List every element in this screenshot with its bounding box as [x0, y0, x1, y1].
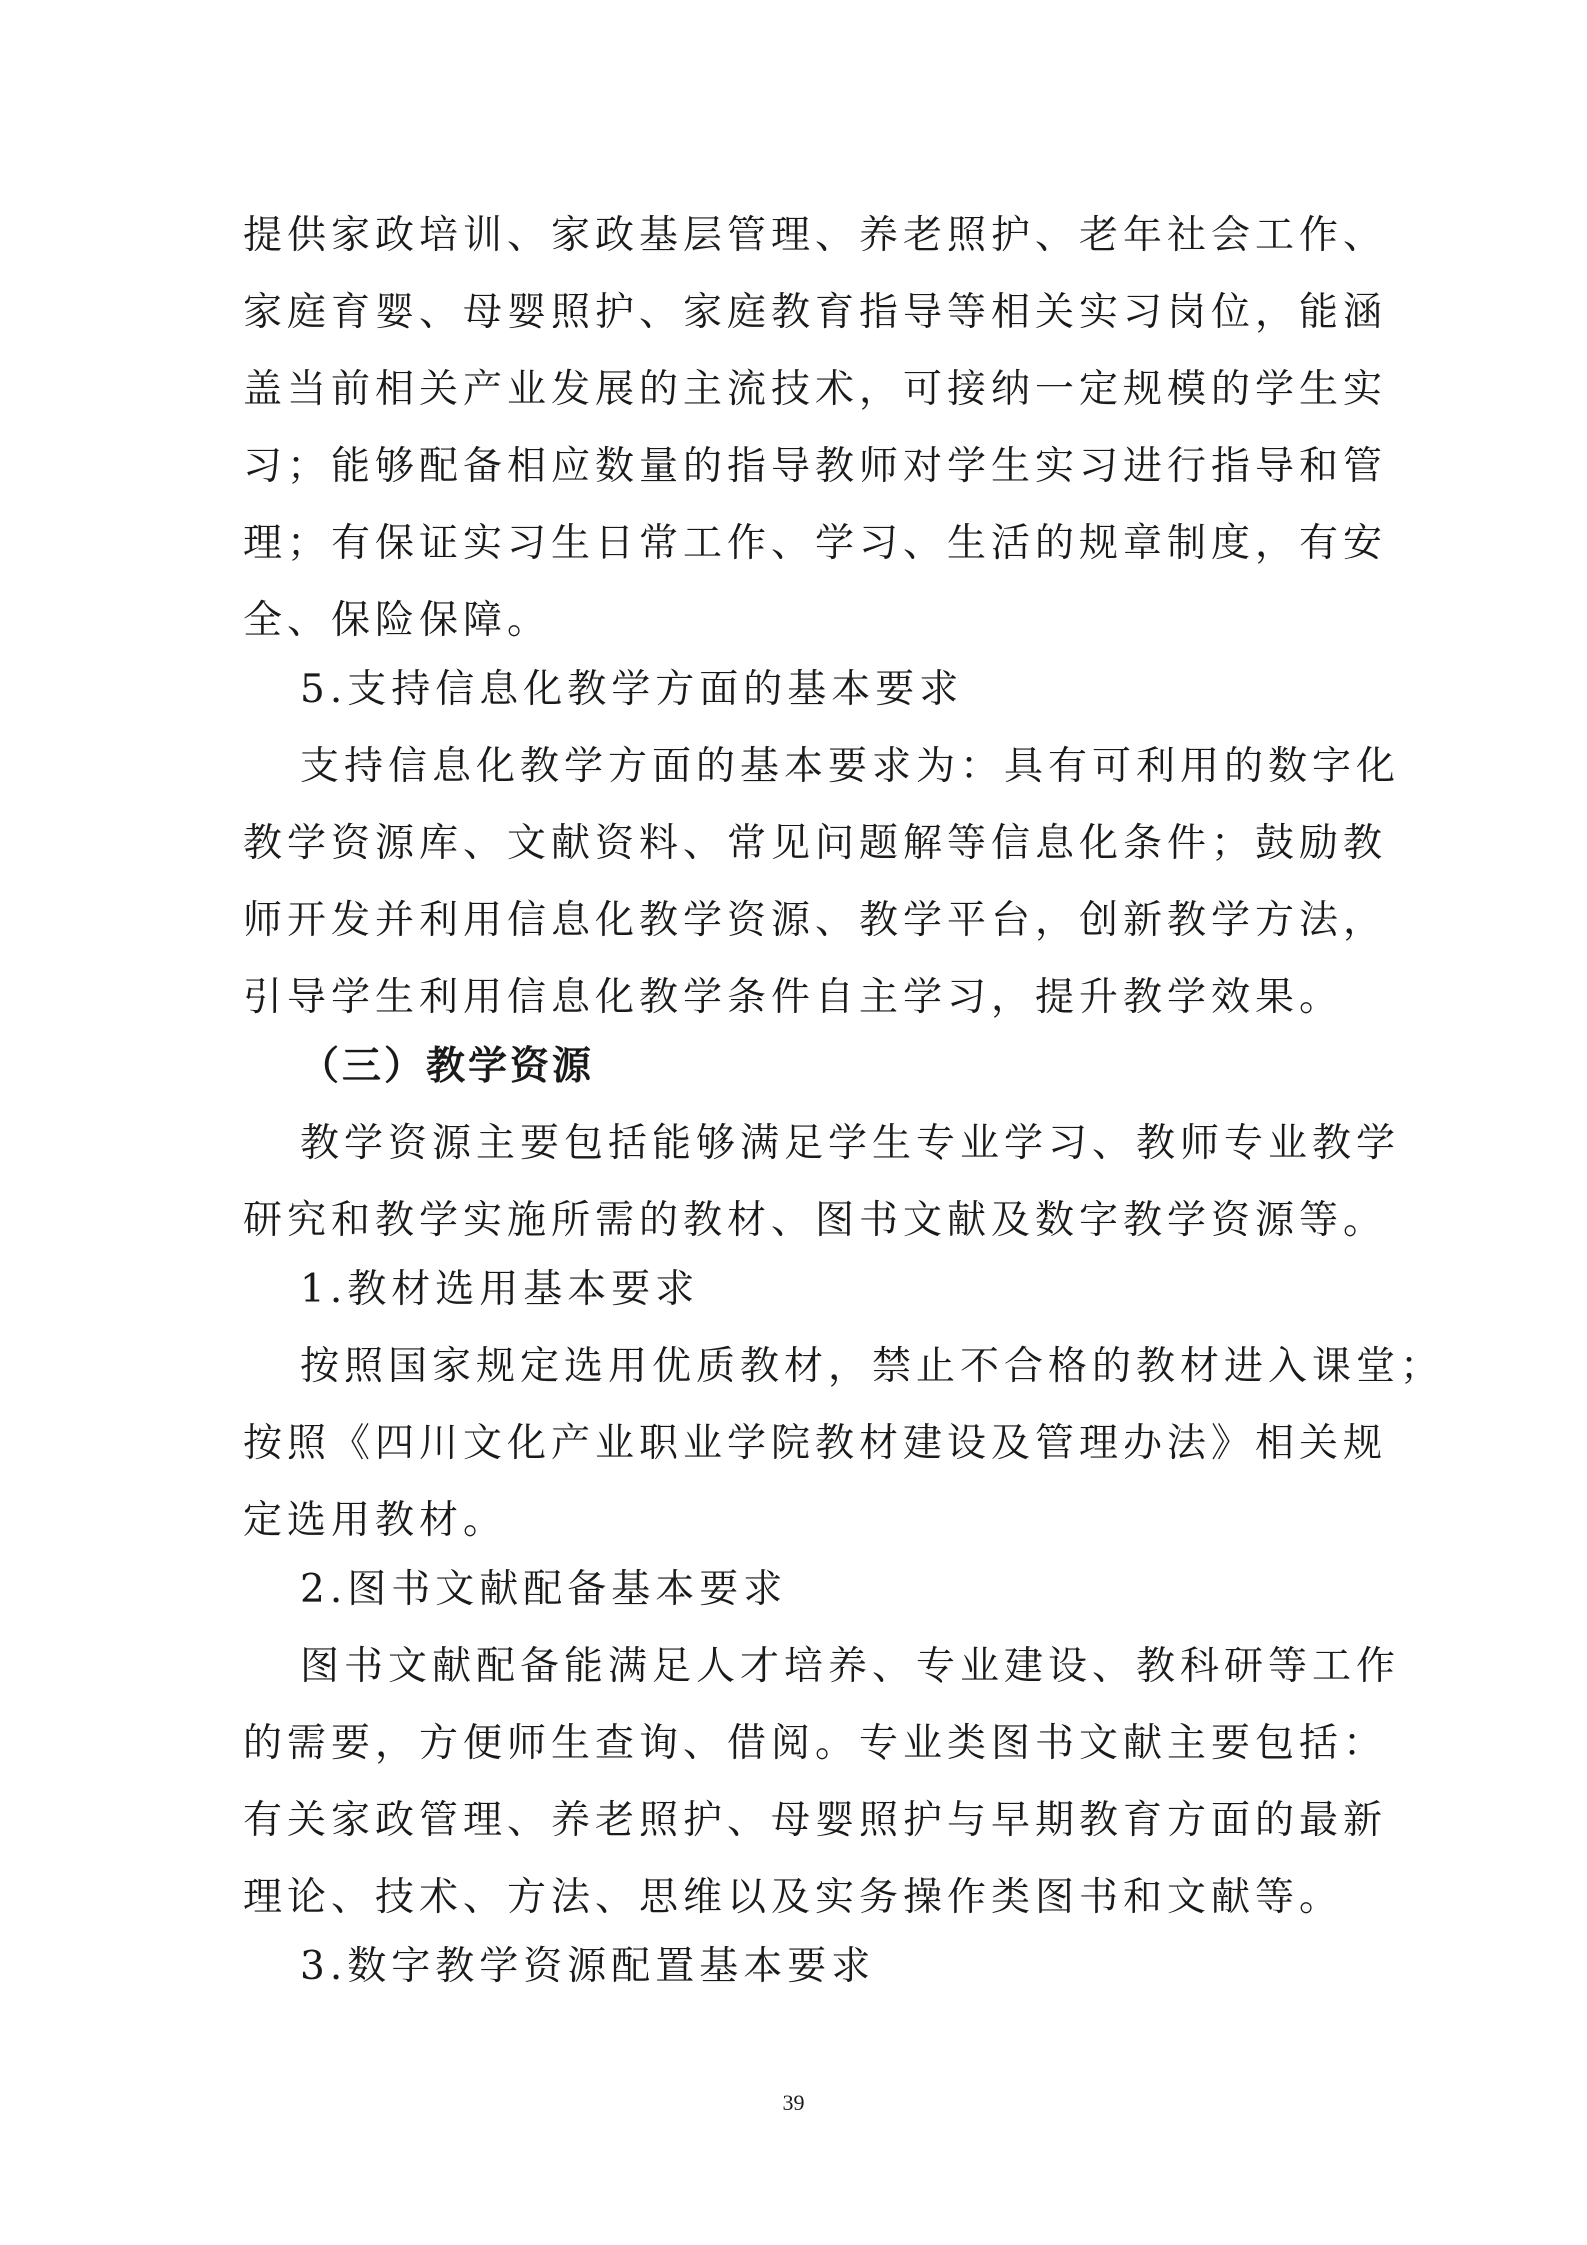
body-text-line: 盖当前相关产业发展的主流技术，可接纳一定规模的学生实: [243, 367, 1388, 412]
body-text-line: 定选用教材。: [243, 1498, 508, 1543]
subsection-heading: 3.数字教学资源配置基本要求: [300, 1944, 876, 1989]
paragraph-first-line: 支持信息化教学方面的基本要求为：具有可利用的数字化: [300, 744, 1401, 789]
paragraph-first-line: 图书文献配备能满足人才培养、专业建设、教科研等工作: [300, 1644, 1401, 1689]
body-text-line: 提供家政培训、家政基层管理、养老照护、老年社会工作、: [243, 213, 1388, 258]
body-text-line: 理论、技术、方法、思维以及实务操作类图书和文献等。: [243, 1875, 1344, 1920]
body-text-line: 引导学生利用信息化教学条件自主学习，提升教学效果。: [243, 975, 1344, 1020]
body-text-line: 教学资源库、文献资料、常见问题解等信息化条件；鼓励教: [243, 821, 1388, 866]
body-text-line: 全、保险保障。: [243, 598, 552, 643]
body-text-line: 研究和教学实施所需的教材、图书文献及数字教学资源等。: [243, 1198, 1388, 1243]
paragraph-first-line: 教学资源主要包括能够满足学生专业学习、教师专业教学: [300, 1121, 1401, 1166]
body-text-line: 有关家政管理、养老照护、母婴照护与早期教育方面的最新: [243, 1798, 1388, 1843]
paragraph-first-line: 按照国家规定选用优质教材，禁止不合格的教材进入课堂；: [300, 1344, 1445, 1389]
page-number: 39: [782, 2090, 805, 2115]
body-text-line: 家庭育婴、母婴照护、家庭教育指导等相关实习岗位，能涵: [243, 290, 1388, 335]
section-heading: （三）教学资源: [300, 1044, 595, 1089]
subsection-heading: 1.教材选用基本要求: [300, 1267, 700, 1312]
body-text-line: 按照《四川文化产业职业学院教材建设及管理办法》相关规: [243, 1421, 1388, 1466]
body-text-line: 师开发并利用信息化教学资源、教学平台，创新教学方法，: [243, 898, 1388, 943]
body-text-line: 习；能够配备相应数量的指导教师对学生实习进行指导和管: [243, 444, 1388, 489]
body-text-line: 的需要，方便师生查询、借阅。专业类图书文献主要包括：: [243, 1721, 1388, 1766]
body-text-line: 理；有保证实习生日常工作、学习、生活的规章制度，有安: [243, 521, 1388, 566]
subsection-heading: 5.支持信息化教学方面的基本要求: [300, 667, 964, 712]
subsection-heading: 2.图书文献配备基本要求: [300, 1567, 788, 1612]
